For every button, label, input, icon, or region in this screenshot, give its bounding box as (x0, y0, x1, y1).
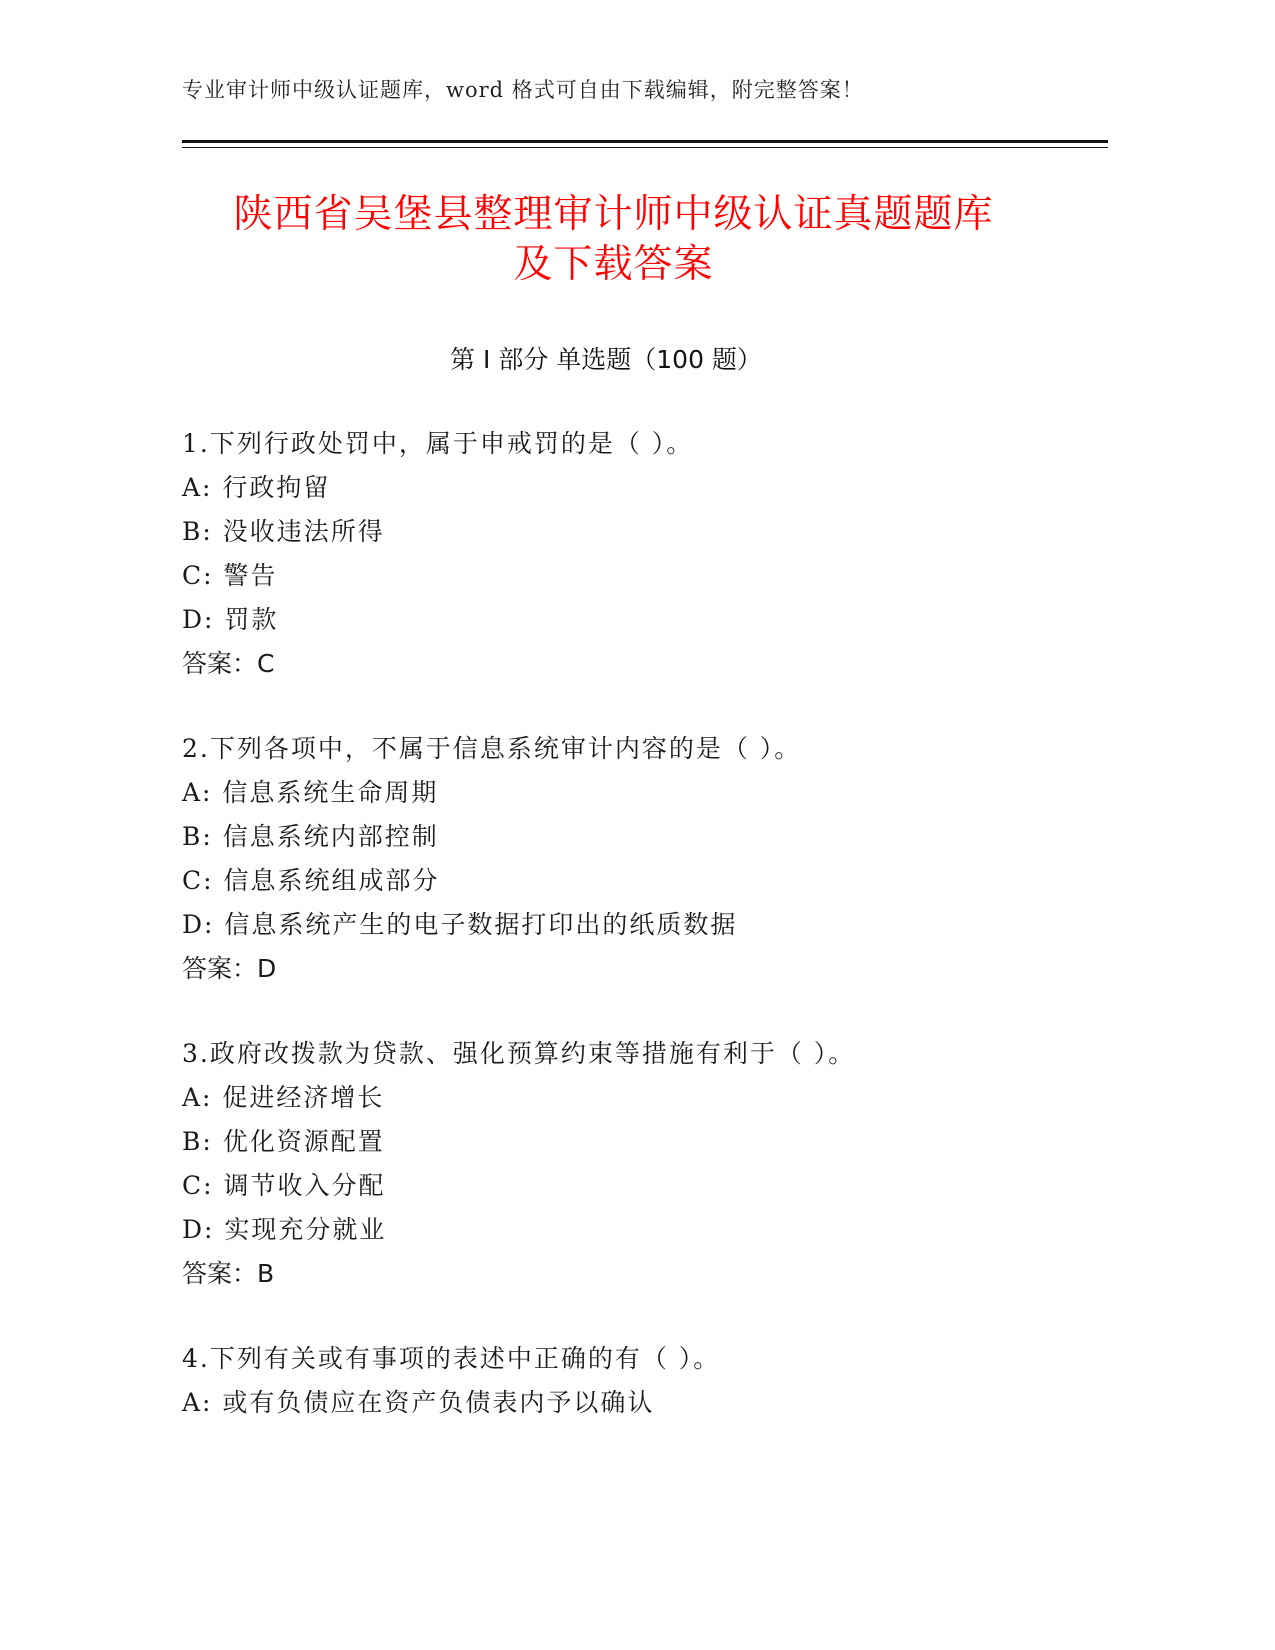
option-b: B: 信息系统内部控制 (182, 822, 439, 851)
answer: 答案：C (182, 649, 275, 678)
document-title (150, 190, 1077, 290)
option-a: A: 促进经济增长 (182, 1083, 385, 1112)
title-line-2: 及下载答案 (513, 242, 714, 287)
question-stem: 4.下列有关或有事项的表述中正确的有（ ）。 (182, 1344, 721, 1373)
question-stem: 3.政府改拨款为贷款、强化预算约束等措施有利于（ ）。 (182, 1039, 856, 1068)
answer: 答案：D (182, 954, 277, 983)
question-stem: 2.下列各项中，不属于信息系统审计内容的是（ ）。 (182, 734, 802, 763)
option-d: D: 实现充分就业 (182, 1215, 387, 1244)
question-4 (182, 1337, 1142, 1425)
header-divider-thin (182, 147, 1108, 148)
option-d: D: 信息系统产生的电子数据打印出的纸质数据 (182, 910, 738, 939)
option-c: C: 警告 (182, 561, 278, 590)
answer: 答案：B (182, 1259, 275, 1288)
option-a: A: 或有负债应在资产负债表内予以确认 (182, 1388, 655, 1417)
question-stem: 1.下列行政处罚中，属于申戒罚的是（ ）。 (182, 429, 694, 458)
option-d: D: 罚款 (182, 605, 279, 634)
option-c: C: 调节收入分配 (182, 1171, 386, 1200)
section-heading: 第 I 部分 单选题（100 题） (450, 345, 762, 374)
option-b: B: 优化资源配置 (182, 1127, 385, 1156)
option-c: C: 信息系统组成部分 (182, 866, 440, 895)
question-3 (182, 1032, 1142, 1296)
option-a: A: 行政拘留 (182, 473, 331, 502)
header-divider-thick (182, 140, 1108, 143)
option-b: B: 没收违法所得 (182, 517, 385, 546)
title-line-1: 陕西省吴堡县整理审计师中级认证真题题库 (233, 192, 994, 237)
question-2 (182, 727, 1142, 991)
header-note: 专业审计师中级认证题库，word 格式可自由下载编辑，附完整答案！ (182, 78, 864, 102)
question-1 (182, 422, 1142, 686)
option-a: A: 信息系统生命周期 (182, 778, 439, 807)
